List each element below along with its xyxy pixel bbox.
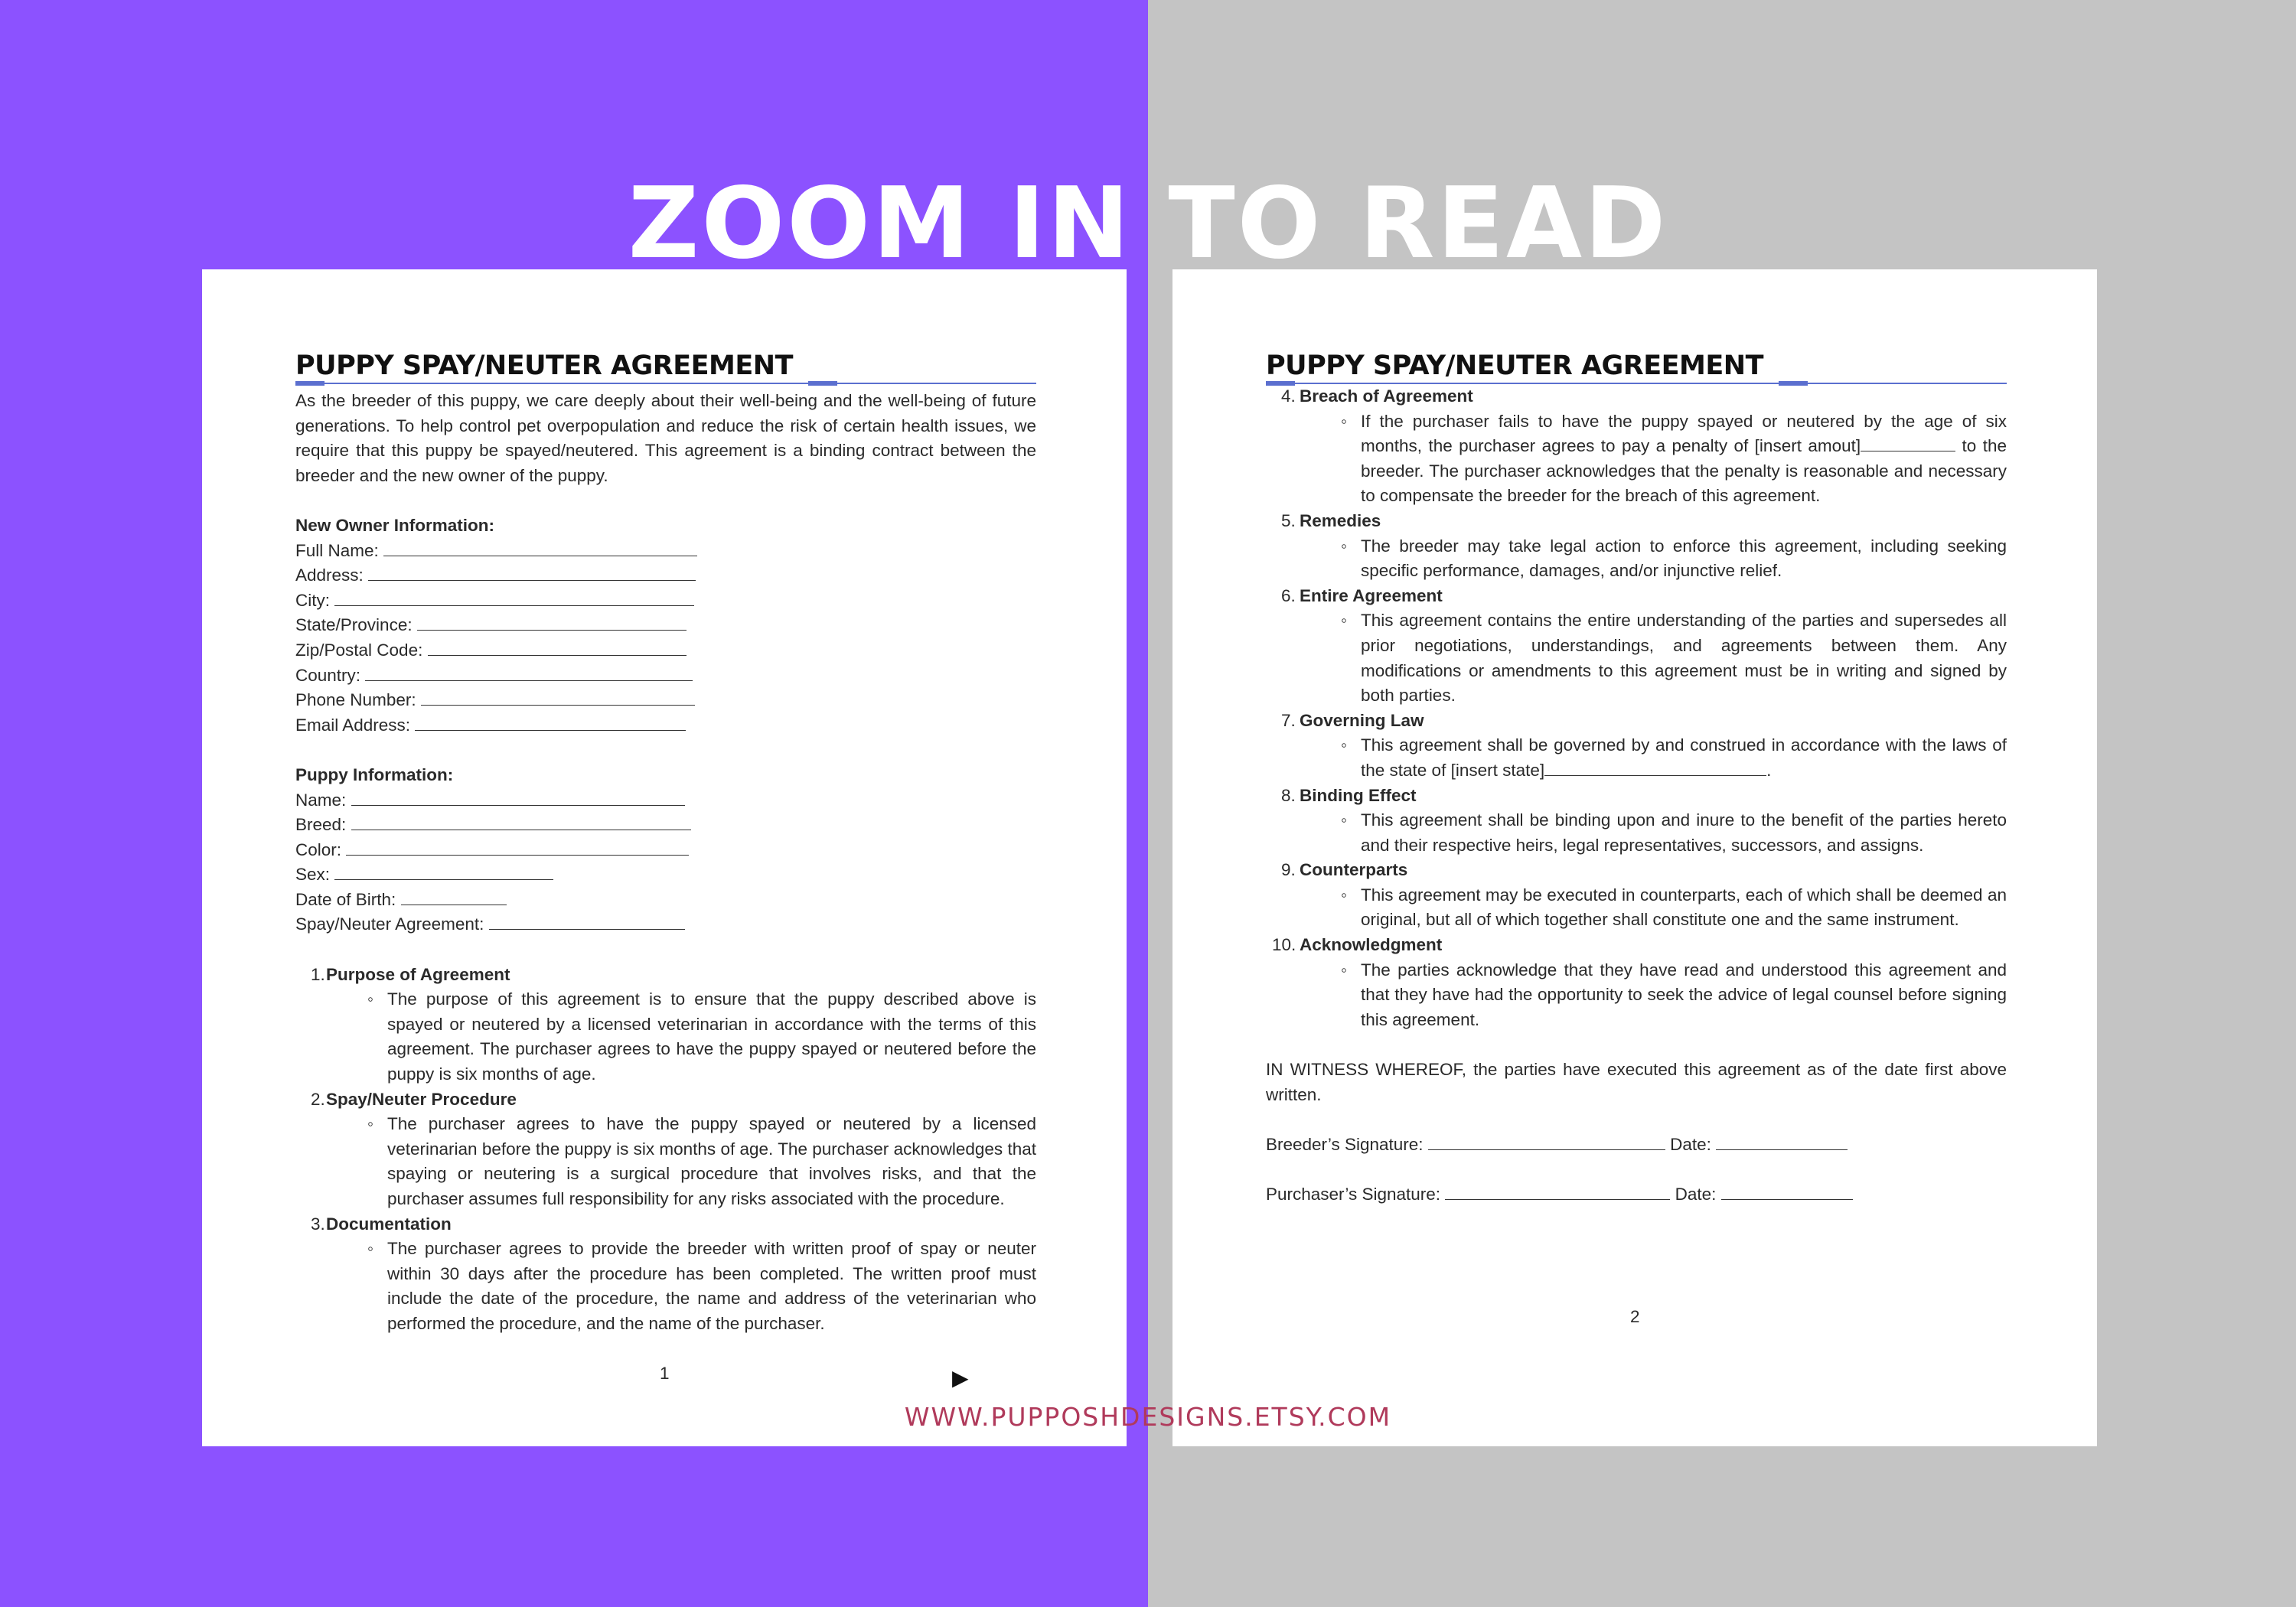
fill-line[interactable] (351, 813, 691, 830)
section-7-text: ◦ This agreement shall be governed by and construed in accordance with the laws of the state of [insert state] . (1341, 735, 2007, 780)
fill-line[interactable] (1861, 434, 1955, 451)
puppy-field-color: Color: (295, 838, 1036, 863)
section-6-text: ◦ This agreement contains the entire understanding of the parties and supersedes all prior negotiations, understandings, and agreements between them. Any modifications or amendments to this agreement must be in writing and signed by both parties. (1341, 611, 2007, 706)
section-8-text: ◦ This agreement shall be binding upon and inure to the benefit of the parties hereto and their respective heirs, legal representatives, successors, and assigns. (1341, 810, 2007, 855)
section-9-text: ◦ This agreement may be executed in counterparts, each of which shall be deemed an original, but all of which together shall constitute one and the same instrument. (1341, 885, 2007, 930)
section-5: 5. Remedies ◦ The breeder may take legal action to enforce this agreement, including seeking specific performance, damages, and/or injunctive relief. (1300, 509, 2007, 584)
page-2-content (1266, 384, 2007, 1208)
section-2: 2. Spay/Neuter Procedure ◦ The purchaser agrees to have the puppy spayed or neutered by a licensed veterinarian before the puppy is six months of age. The purchaser acknowledges that spaying or neutering is a surgical procedure that involves risks, and that the purchaser assumes full responsibility for any risks associated with the procedure. (326, 1087, 1036, 1212)
fill-line[interactable] (489, 912, 685, 930)
puppy-field-agreement: Spay/Neuter Agreement: (295, 912, 1036, 937)
date-fill-line[interactable] (1721, 1182, 1853, 1200)
fill-line[interactable] (346, 838, 689, 856)
section-1: 1. Purpose of Agreement ◦ The purpose of this agreement is to ensure that the puppy described above is spayed or neutered by a licensed veterinarian in accordance with the terms of this agreement. The purchaser agrees to have the puppy spayed or neutered before the puppy is six months of age. (326, 963, 1036, 1087)
page-number: 2 (1630, 1307, 1640, 1326)
title-accent-right (808, 381, 837, 386)
page-title: PUPPY SPAY/NEUTER AGREEMENT (295, 350, 793, 381)
fill-line[interactable] (365, 663, 693, 681)
owner-heading: New Owner Information: (295, 515, 495, 535)
signature-fill-line[interactable] (1428, 1133, 1665, 1150)
owner-field-zip: Zip/Postal Code: (295, 638, 1036, 663)
fill-line[interactable] (334, 588, 694, 606)
puppy-field-sex: Sex: (295, 862, 1036, 888)
document-page-1 (202, 269, 1127, 1446)
witness-paragraph: IN WITNESS WHEREOF, the parties have executed this agreement as of the date first above written. (1266, 1060, 2007, 1104)
section-3: 3. Documentation ◦ The purchaser agrees to provide the breeder with written proof of spay or neuter within 30 days after the procedure has been completed. The written proof must include the date of the procedure, the name and address of the veterinarian who performed the procedure, and the name of the purchaser. (326, 1212, 1036, 1337)
fill-line[interactable] (415, 713, 686, 731)
fill-line[interactable] (421, 688, 695, 706)
document-page-2 (1172, 269, 2097, 1446)
section-9: 9. Counterparts ◦ This agreement may be executed in counterparts, each of which shall be deemed an original, but all of which together shall constitute one and the same instrument. (1300, 858, 2007, 933)
fill-line[interactable] (334, 862, 553, 880)
fill-line[interactable] (401, 888, 507, 905)
zoom-banner-title: ZOOM IN TO READ (628, 167, 1668, 281)
owner-field-city: City: (295, 588, 1036, 614)
section-5-text: ◦ The breeder may take legal action to enforce this agreement, including seeking specific performance, damages, and/or injunctive relief. (1341, 536, 2007, 581)
section-10-text: ◦ The parties acknowledge that they have read and understood this agreement and that they have had the opportunity to seek the advice of legal counsel before signing this agreement. (1341, 960, 2007, 1029)
next-page-arrow-icon[interactable]: ▶ (952, 1366, 969, 1390)
signature-fill-line[interactable] (1445, 1182, 1670, 1200)
section-2-text: ◦ The purchaser agrees to have the puppy spayed or neutered by a licensed veterinarian before the puppy is six months of age. The purchaser acknowledges that spaying or neutering is a surgical procedure that involves risks, and that the purchaser assumes full responsibility for any risks associated with the procedure. (367, 1114, 1036, 1208)
sections-list-page-2 (1266, 384, 2007, 1032)
puppy-field-name: Name: (295, 788, 1036, 813)
owner-field-country: Country: (295, 663, 1036, 689)
page-number: 1 (660, 1364, 670, 1383)
fill-line[interactable] (383, 539, 697, 556)
puppy-field-dob: Date of Birth: (295, 888, 1036, 913)
owner-field-full-name: Full Name: (295, 539, 1036, 564)
fill-line[interactable] (368, 563, 696, 581)
page-title: PUPPY SPAY/NEUTER AGREEMENT (1266, 350, 1763, 381)
section-10: 10. Acknowledgment ◦ The parties acknowledge that they have read and understood this agreement and that they have had the opportunity to seek the advice of legal counsel before signing this agreement. (1300, 933, 2007, 1032)
owner-field-state: State/Province: (295, 613, 1036, 638)
section-8: 8. Binding Effect ◦ This agreement shall be binding upon and inure to the benefit of the parties hereto and their respective heirs, legal representatives, successors, and assigns. (1300, 784, 2007, 859)
title-underline (295, 383, 1036, 384)
fill-line[interactable] (1544, 758, 1766, 776)
section-6: 6. Entire Agreement ◦ This agreement contains the entire understanding of the parties and supersedes all prior negotiations, understandings, and agreements between them. Any modifications or amendments to this agreement must be in writing and signed by both parties. (1300, 584, 2007, 709)
page-1-content (295, 389, 1036, 1337)
title-accent-left (295, 381, 325, 386)
puppy-heading: Puppy Information: (295, 764, 454, 784)
section-7: 7. Governing Law ◦ This agreement shall be governed by and construed in accordance with the laws of the state of [insert state] . (1300, 709, 2007, 784)
section-3-text: ◦ The purchaser agrees to provide the breeder with written proof of spay or neuter within 30 days after the procedure has been completed. The written proof must include the date of the procedure, the name and address of the veterinarian who performed the procedure, and the name of the purchaser. (367, 1239, 1036, 1333)
section-4-text: ◦ If the purchaser fails to have the puppy spayed or neutered by the age of six months, the purchaser agrees to pay a penalty of [insert amout] to the breeder. The purchaser acknowledges that the penalty is reasonable and necessary to compensate the breeder for the breach of this agreement. (1341, 411, 2007, 506)
date-fill-line[interactable] (1716, 1133, 1848, 1150)
shop-url-link[interactable]: WWW.PUPPOSHDESIGNS.ETSY.COM (904, 1402, 1392, 1432)
fill-line[interactable] (417, 613, 687, 631)
owner-field-email: Email Address: (295, 713, 1036, 738)
sections-list-page-1 (295, 963, 1036, 1337)
owner-field-address: Address: (295, 563, 1036, 588)
fill-line[interactable] (351, 788, 685, 806)
section-4: 4. Breach of Agreement ◦ If the purchaser fails to have the puppy spayed or neutered by the age of six months, the purchaser agrees to pay a penalty of [insert amout] to the breeder. The purchaser acknowledges that the penalty is reasonable and necessary to compensate the breeder for the breach of this agreement. (1300, 384, 2007, 509)
owner-field-phone: Phone Number: (295, 688, 1036, 713)
section-1-text: ◦ The purpose of this agreement is to ensure that the puppy described above is spayed or neutered by a licensed veterinarian in accordance with the terms of this agreement. The purchaser agrees to have the puppy spayed or neutered before the puppy is six months of age. (367, 989, 1036, 1084)
puppy-field-breed: Breed: (295, 813, 1036, 838)
breeder-signature-line: Breeder’s Signature: Date: (1266, 1133, 2007, 1158)
fill-line[interactable] (428, 638, 687, 656)
purchaser-signature-line: Purchaser’s Signature: Date: (1266, 1182, 2007, 1208)
intro-paragraph: As the breeder of this puppy, we care deeply about their well-being and the well-being of future generations. To help control pet overpopulation and reduce the risk of certain health issues, we require that this puppy be spayed/neutered. This agreement is a binding contract between the breeder and the new owner of the puppy. (295, 391, 1036, 485)
